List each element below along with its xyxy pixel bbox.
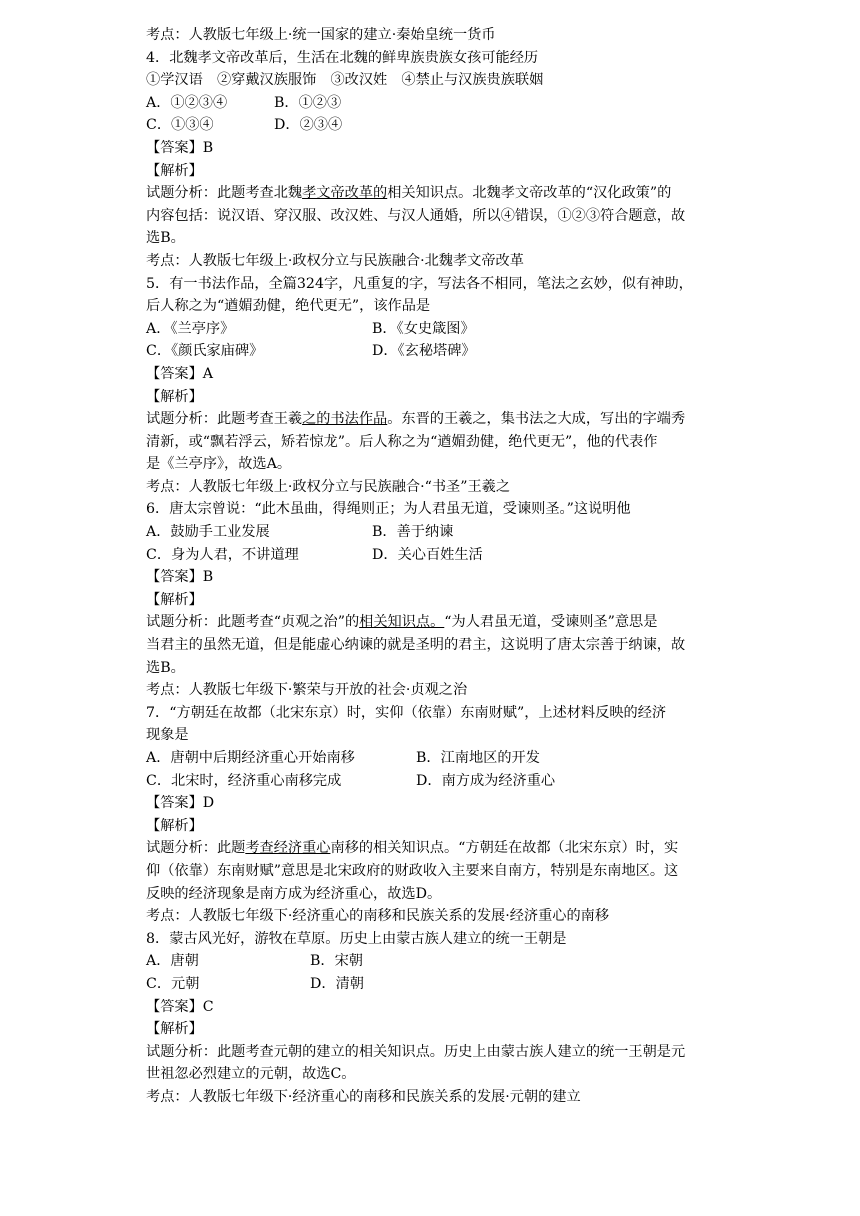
q7-kaodian: 考点：人教版七年级下·经济重心的南移和民族关系的发展·经济重心的南移 [146,908,610,925]
q7-stem-line-2: 现象是 [146,727,189,744]
q4-items: ①学汉语 ②穿戴汉族服饰 ③改汉姓 ④禁止与汉族贵族联姻 [146,72,544,89]
q4-analysis-line-3: 选B。 [146,230,185,247]
q4-option-c: C．①③④ [146,117,214,134]
q8-jiexi-label: 【解析】 [146,1021,203,1038]
q5-analysis-underlined: 之的书法作品 [302,411,388,428]
q7-analysis-underlined: 考查经济重心 [245,840,331,857]
q6-stem: 6．唐太宗曾说：“此木虽曲，得绳则正；为人君虽无道，受谏则圣。”这说明他 [146,501,631,518]
q5-answer: 【答案】A [146,365,213,382]
q5-analysis-text: 。东晋的王羲之，集书法之大成，写出的字端秀 [387,411,686,428]
q7-analysis-line-3: 反映的经济现象是南方成为经济重心，故选D。 [146,885,442,902]
q5-jiexi-label: 【解析】 [146,388,203,405]
q6-options-row-1 [146,521,726,544]
q7-options-row-1 [146,747,726,770]
q4-analysis-underlined: 孝文帝改革的 [302,185,388,202]
q8-analysis-line-2: 世祖忽必烈建立的元朝，故选C。 [146,1066,356,1083]
q4-analysis-text: 试题分析：此题考查北魏 [146,185,303,202]
q5-option-a: A．《兰亭序》 [146,320,235,337]
q8-options-row-1 [146,950,726,973]
q8-option-b: B．宋朝 [310,953,363,970]
q6-answer: 【答案】B [146,569,214,586]
q6-option-a: A．鼓励手工业发展 [146,524,270,541]
q7-option-d: D．南方成为经济重心 [416,772,556,789]
q5-analysis-text: 试题分析：此题考查王羲 [146,411,303,428]
q6-analysis-line-1 [146,611,726,634]
q4-option-d: D．②③④ [274,117,343,134]
q8-option-d: D．清朝 [310,975,364,992]
q6-option-d: D．关心百姓生活 [372,546,483,563]
q4-analysis-text: 相关知识点。北魏孝文帝改革的“汉化政策”的 [387,185,672,202]
q7-options-row-2 [146,770,726,793]
q7-option-c: C．北宋时，经济重心南移完成 [146,772,342,789]
q7-analysis-text: 南移的相关知识点。“方朝廷在故都（北宋东京）时，实 [330,840,679,857]
q7-option-a: A．唐朝中后期经济重心开始南移 [146,750,355,766]
q6-option-c: C．身为人君，不讲道理 [146,546,299,563]
q8-analysis-line-1: 试题分析：此题考查元朝的建立的相关知识点。历史上由蒙古族人建立的统一王朝是元 [146,1043,686,1060]
q7-stem-line-1: 7．“方朝廷在故都（北宋东京）时，实仰（依靠）东南财赋”，上述材料反映的经济 [146,704,667,721]
q4-analysis-line-1 [146,182,726,205]
q8-option-a: A．唐朝 [146,953,199,970]
q7-answer: 【答案】D [146,795,215,812]
q6-options-row-2 [146,544,726,567]
q5-stem-line-1: 5．有一书法作品，全篇324字，凡重复的字，写法各不相同，笔法之玄妙，似有神助， [146,275,693,292]
q4-answer: 【答案】B [146,139,214,156]
q8-answer: 【答案】C [146,998,214,1015]
q7-analysis-text: 试题分析：此题 [146,840,246,857]
q6-jiexi-label: 【解析】 [146,591,203,608]
q6-kaodian: 考点：人教版七年级下·繁荣与开放的社会·贞观之治 [146,682,468,699]
q8-stem: 8．蒙古风光好，游牧在草原。历史上由蒙古族人建立的统一王朝是 [146,930,567,947]
q5-analysis-line-3: 是《兰亭序》，故选A。 [146,456,292,473]
q8-option-c: C．元朝 [146,975,200,992]
q5-stem-line-2: 后人称之为“遒媚劲健，绝代更无”，该作品是 [146,298,431,315]
q4-analysis-line-2: 内容包括：说汉语、穿汉服、改汉姓、与汉人通婚，所以④错误，①②③符合题意，故 [146,207,686,224]
q5-options-row-2 [146,340,726,363]
q8-options-row-2 [146,973,726,996]
q6-option-b: B．善于纳谏 [372,524,454,541]
q8-kaodian: 考点：人教版七年级下·经济重心的南移和民族关系的发展·元朝的建立 [146,1088,581,1105]
q6-analysis-line-2: 当君主的虽然无道，但是能虚心纳谏的就是圣明的君主，这说明了唐太宗善于纳谏，故 [146,637,686,654]
q7-analysis-line-1 [146,837,726,860]
q7-jiexi-label: 【解析】 [146,817,203,834]
q4-jiexi-label: 【解析】 [146,162,203,179]
kaodian-prev: 考点：人教版七年级上·统一国家的建立·秦始皇统一货币 [146,27,496,43]
q4-stem: 4．北魏孝文帝改革后，生活在北魏的鲜卑族贵族女孩可能经历 [146,49,539,66]
q5-option-c: C．《颜氏家庙碑》 [146,343,264,360]
q4-option-b: B．①②③ [274,94,342,111]
q6-analysis-text: “为人君虽无道，受谏则圣”意思是 [444,614,658,631]
q6-analysis-text: 试题分析：此题考查“贞观之治”的 [146,614,360,631]
q5-option-b: B．《女史箴图》 [372,320,475,337]
q4-option-a: A．①②③④ [146,94,228,111]
q5-options-row-1 [146,318,726,341]
q5-analysis-line-1 [146,408,726,431]
q7-option-b: B．江南地区的开发 [416,750,540,766]
q6-analysis-line-3: 选B。 [146,659,185,676]
q5-analysis-line-2: 清新，或“飘若浮云，矫若惊龙”。后人称之为“遒媚劲健，绝代更无”，他的代表作 [146,433,658,450]
q6-analysis-underlined: 相关知识点。 [359,614,445,631]
q7-analysis-line-2: 仰（依靠）东南财赋”意思是北宋政府的财政收入主要来自南方，特别是东南地区。这 [146,862,679,879]
q4-options-row-1 [146,92,726,115]
q4-kaodian: 考点：人教版七年级上·政权分立与民族融合·北魏孝文帝改革 [146,252,524,269]
q5-kaodian: 考点：人教版七年级上·政权分立与民族融合·“书圣”王羲之 [146,478,511,495]
q5-option-d: D．《玄秘塔碑》 [372,343,476,360]
q4-options-row-2 [146,114,726,137]
exam-document [146,24,726,1109]
